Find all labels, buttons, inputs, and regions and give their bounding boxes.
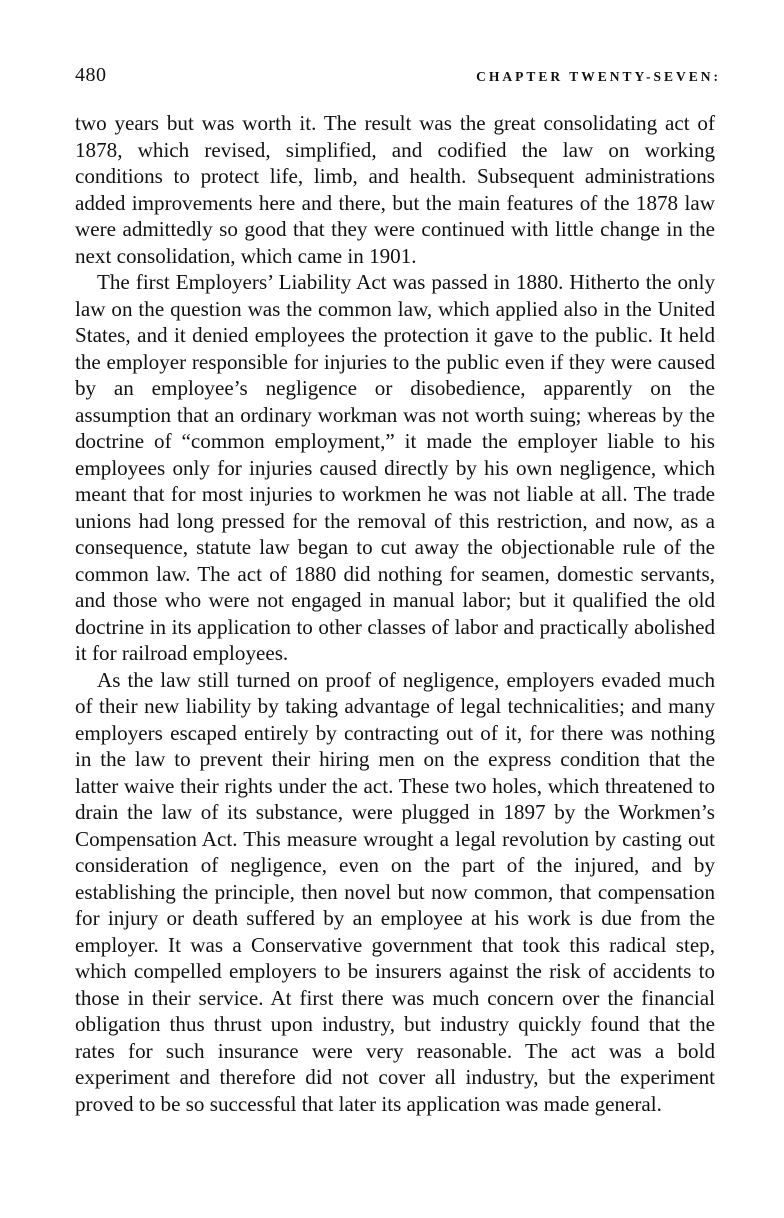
running-head bbox=[75, 64, 721, 100]
book-page bbox=[75, 64, 721, 1117]
paragraph-1: two years but was worth it. The result was the great consolidating act of 1878, which revised, simplified, and codified the law on working conditions to protect life, limb, and health. Subsequent administrations added improvements here and there, but the main features of the 1878 law were admittedly so good that they were continued with little change in the next consolidation, which came in 1901. bbox=[75, 111, 715, 268]
paragraph-3: As the law still turned on proof of negligence, employers evaded much of their new liability by taking advantage of legal technicalities; and many employers escaped entirely by contracting out of it, for there was nothing in the law to prevent their hiring men on the express condition that the latter waive their rights under the act. These two holes, which threatened to drain the law of its substance, were plugged in 1897 by the Workmen’s Compensation Act. This measure wrought a legal revolution by casting out consideration of negligence, even on the part of the injured, and by establishing the principle, then novel but now common, that compensation for injury or death suffered by an employee at his work is due from the employer. It was a Conservative government that took this radical step, which compelled employers to be insurers against the risk of accidents to those in their service. At first there was much concern over the financial obligation thus thrust upon industry, but industry quickly found that the rates for such insurance were very reasonable. The act was a bold experiment and therefore did not cover all industry, but the experiment proved to be so successful that later its application was made general. bbox=[75, 667, 715, 1116]
chapter-heading: CHAPTER TWENTY-SEVEN: bbox=[476, 69, 721, 84]
paragraph-2: The first Employers’ Liability Act was passed in 1880. Hitherto the only law on the question was the common law, which applied also in the United States, and it denied employees the protection it gave to the public. It held the employer responsible for injuries to the public even if they were caused by an employee’s negligence or disobedience, apparently on the assumption that an ordinary workman was not worth suing; whereas by the doctrine of “common employment,” it made the employer liable to his employees only for injuries caused directly by his own negligence, which meant that for most injuries to workmen he was not liable at all. The trade unions had long pressed for the removal of this restriction, and now, as a consequence, statute law began to cut away the objectionable rule of the common law. The act of 1880 did nothing for seamen, domestic servants, and those who were not engaged in manual labor; but it qualified the old doctrine in its application to other classes of labor and practically abolished it for railroad employees. bbox=[75, 270, 715, 665]
page-number: 480 bbox=[75, 64, 107, 86]
body-text bbox=[75, 110, 715, 1117]
